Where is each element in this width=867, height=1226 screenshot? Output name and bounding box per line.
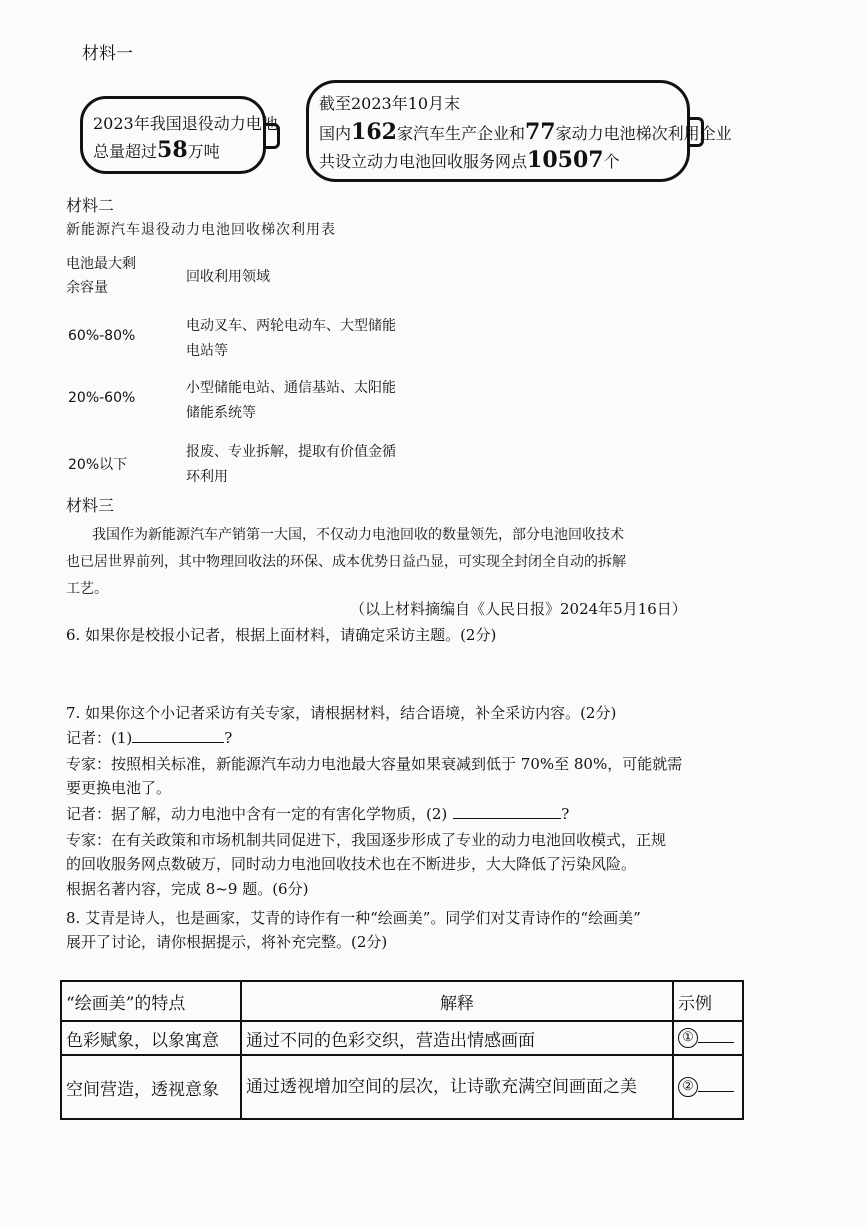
battery-left-line1: 2023年我国退役动力电池 xyxy=(93,114,278,133)
question-7-expert-2: 专家：在有关政策和市场机制共同促进下，我国逐步形成了专业的动力电池回收模式，正规 的回收服务网点数破万，同时动力电池回收技术也在不断进步，大大降低了污染风险。 xyxy=(66,831,667,873)
marker-1: ① xyxy=(678,1028,698,1048)
battery-right-line2: 国内162家汽车生产企业和77家动力电池梯次利用企业 xyxy=(319,119,732,145)
marker-2: ② xyxy=(678,1077,698,1097)
answer-blank-2[interactable] xyxy=(453,804,561,819)
material2-row1-use: 电动叉车、两轮电动车、大型储能 电站等 xyxy=(186,318,396,359)
question-8-stem: 8. 艾青是诗人，也是画家，艾青的诗作有一种“绘画美”。同学们对艾青诗作的“绘画美” 展开了讨论，请你根据提示，将补充完整。(2分) xyxy=(66,909,641,951)
material2-col2-header: 回收利用领域 xyxy=(186,269,270,285)
table-header-row xyxy=(61,981,743,1021)
row2-feature: 空间营造，透视意象 xyxy=(61,1055,241,1119)
material3-heading: 材料三 xyxy=(66,496,115,515)
answer-blank-4[interactable] xyxy=(698,1077,734,1092)
material2-row3-use: 报废、专业拆解，提取有价值金循 环利用 xyxy=(186,444,396,485)
material2-row3-capacity: 20%以下 xyxy=(68,457,128,473)
material2-row1-capacity: 60%-80% xyxy=(68,328,136,344)
battery-right-line3: 共设立动力电池回收服务网点10507个 xyxy=(319,147,620,173)
table-row xyxy=(61,1055,743,1119)
battery-right-line1: 截至2023年10月末 xyxy=(319,94,461,113)
row1-example-cell[interactable] xyxy=(673,1021,743,1055)
material2-heading: 材料二 xyxy=(66,196,115,215)
header-explanation: 解释 xyxy=(241,981,673,1021)
battery-graphic-right xyxy=(306,80,732,182)
row1-feature: 色彩赋象，以象寓意 xyxy=(61,1021,241,1055)
row2-example-cell[interactable] xyxy=(673,1055,743,1119)
answer-blank-1[interactable] xyxy=(132,728,224,743)
material2-table-title: 新能源汽车退役动力电池回收梯次利用表 xyxy=(66,222,336,238)
material1-heading: 材料一 xyxy=(82,44,133,64)
question-6: 6. 如果你是校报小记者，根据上面材料，请确定采访主题。(2分) xyxy=(66,626,497,644)
question-7-stem: 7. 如果你这个小记者采访有关专家，请根据材料，结合语境，补全采访内容。(2分) xyxy=(66,704,617,722)
battery-left-line2: 总量超过58万吨 xyxy=(93,137,220,163)
section-instruction: 根据名著内容，完成 8~9 题。(6分) xyxy=(66,880,309,898)
question-8-table xyxy=(60,980,744,1120)
row1-explanation: 通过不同的色彩交织，营造出情感画面 xyxy=(241,1021,673,1055)
table-row xyxy=(61,1021,743,1055)
material2-row2-use: 小型储能电站、通信基站、太阳能 储能系统等 xyxy=(186,380,396,421)
answer-blank-3[interactable] xyxy=(698,1028,734,1043)
material2-col1-header: 电池最大剩 余容量 xyxy=(66,256,136,296)
material3-source: （以上材料摘编自《人民日报》2024年5月16日） xyxy=(350,600,687,618)
question-7-reporter-2: 记者：据了解，动力电池中含有一定的有害化学物质，(2) ? xyxy=(66,805,570,823)
battery-graphic-left xyxy=(80,96,278,174)
material2-row2-capacity: 20%-60% xyxy=(68,390,136,406)
question-7-expert-1: 专家：按照相关标准，新能源汽车动力电池最大容量如果衰减到低于 70%至 80%，可能就需 要更换电池了。 xyxy=(66,755,683,797)
header-feature: “绘画美”的特点 xyxy=(61,981,241,1021)
header-example: 示例 xyxy=(673,981,743,1021)
material3-paragraph: 我国作为新能源汽车产销第一大国，不仅动力电池回收的数量领先，部分电池回收技术 也已居世界前列，其中物理回收法的环保、成本优势日益凸显，可实现全封闭全自动的拆解 工艺。 xyxy=(66,527,626,597)
row2-explanation: 通过透视增加空间的层次，让诗歌充满空间画面之美 xyxy=(241,1055,673,1119)
question-7-reporter-1: 记者：(1) ? xyxy=(66,729,233,747)
